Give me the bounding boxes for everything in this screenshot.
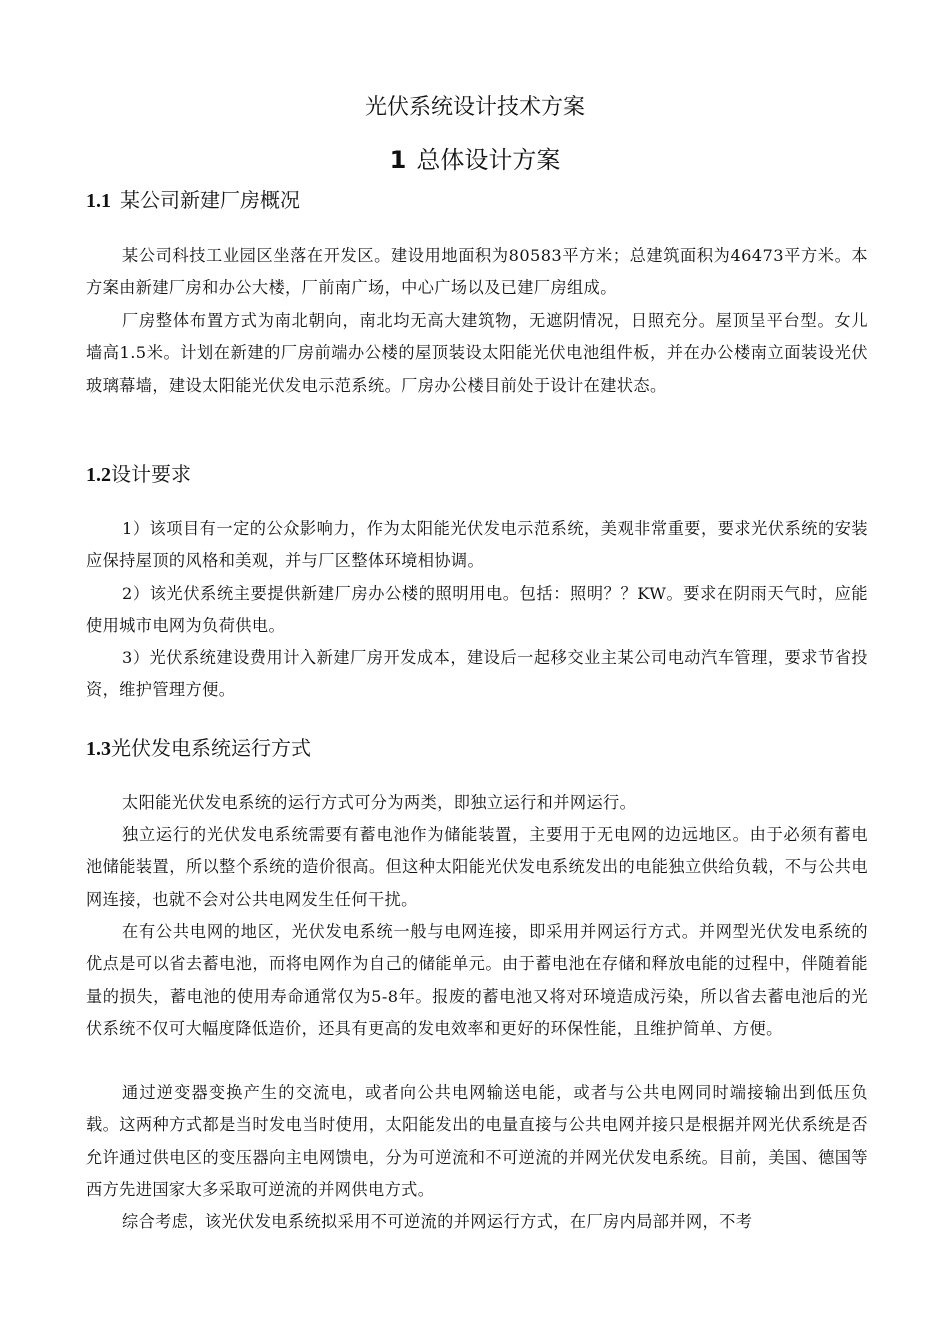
chapter-title: 总体设计方案 — [416, 146, 561, 174]
section-number: 1.3 — [86, 738, 111, 760]
paragraph: 通过逆变器变换产生的交流电，或者向公共电网输送电能，或者与公共电网同时端接输出到低压负载。这两种方式都是当时发电当时使用，太阳能发出的电量直接与公共电网并接只是根据并网光伏系统是否允许通过供电区的变压器向主电网馈电，分为可逆流和不可逆流的并网光伏发电系统。目前，美国、德国等西方先进国家大多采取可逆流的并网供电方式。 — [86, 1083, 868, 1200]
section-heading-1-2 — [86, 460, 191, 489]
section-title: 设计要求 — [111, 462, 191, 486]
document-title: 光伏系统设计技术方案 — [364, 95, 585, 120]
section-number: 1.1 — [86, 190, 111, 212]
paragraph: 在有公共电网的地区，光伏发电系统一般与电网连接，即采用并网运行方式。并网型光伏发电系统的优点是可以省去蓄电池，而将电网作为自己的储能单元。由于蓄电池在存储和释放电能的过程中，伴随着能量的损失，蓄电池的使用寿命通常仅为5-8年。报废的蓄电池又将对环境造成污染，所以省去蓄电池后的光伏系统不仅可大幅度降低造价，还具有更高的发电效率和更好的环保性能，且维护简单、方便。 — [86, 922, 868, 1039]
section-heading-1-1 — [86, 186, 300, 215]
paragraph: 2）该光伏系统主要提供新建厂房办公楼的照明用电。包括：照明？？KW。要求在阴雨天气时，应能使用城市电网为负荷供电。 — [86, 584, 868, 636]
paragraph: 太阳能光伏发电系统的运行方式可分为两类，即独立运行和并网运行。 — [122, 793, 637, 812]
chapter-number: 1 — [389, 146, 407, 174]
paragraph: 综合考虑，该光伏发电系统拟采用不可逆流的并网运行方式，在厂房内局部并网，不考 — [122, 1212, 753, 1231]
section-title: 某公司新建厂房概况 — [120, 188, 300, 212]
paragraph: 3）光伏系统建设费用计入新建厂房开发成本，建设后一起移交业主某公司电动汽车管理，要求节省投资，维护管理方便。 — [86, 648, 868, 700]
section-title: 光伏发电系统运行方式 — [111, 736, 311, 760]
paragraph: 某公司科技工业园区坐落在开发区。建设用地面积为80583平方米；总建筑面积为46473平方米。本方案由新建厂房和办公大楼，厂前南广场，中心广场以及已建厂房组成。 — [86, 246, 868, 298]
paragraph: 独立运行的光伏发电系统需要有蓄电池作为储能装置，主要用于无电网的边远地区。由于必须有蓄电池储能装置，所以整个系统的造价很高。但这种太阳能光伏发电系统发出的电能独立供给负载，不与公共电网连接，也就不会对公共电网发生任何干扰。 — [86, 825, 868, 909]
paragraph: 1）该项目有一定的公众影响力，作为太阳能光伏发电示范系统，美观非常重要，要求光伏系统的安装应保持屋顶的风格和美观，并与厂区整体环境相协调。 — [86, 519, 868, 571]
section-number: 1.2 — [86, 464, 111, 486]
chapter-heading — [0, 143, 950, 177]
paragraph: 厂房整体布置方式为南北朝向，南北均无高大建筑物，无遮阴情况，日照充分。屋顶呈平台型。女儿墙高1.5米。计划在新建的厂房前端办公楼的屋顶装设太阳能光伏电池组件板，并在办公楼南立面装设光伏玻璃幕墙，建设太阳能光伏发电示范系统。厂房办公楼目前处于设计在建状态。 — [86, 311, 868, 395]
section-heading-1-3 — [86, 734, 311, 763]
